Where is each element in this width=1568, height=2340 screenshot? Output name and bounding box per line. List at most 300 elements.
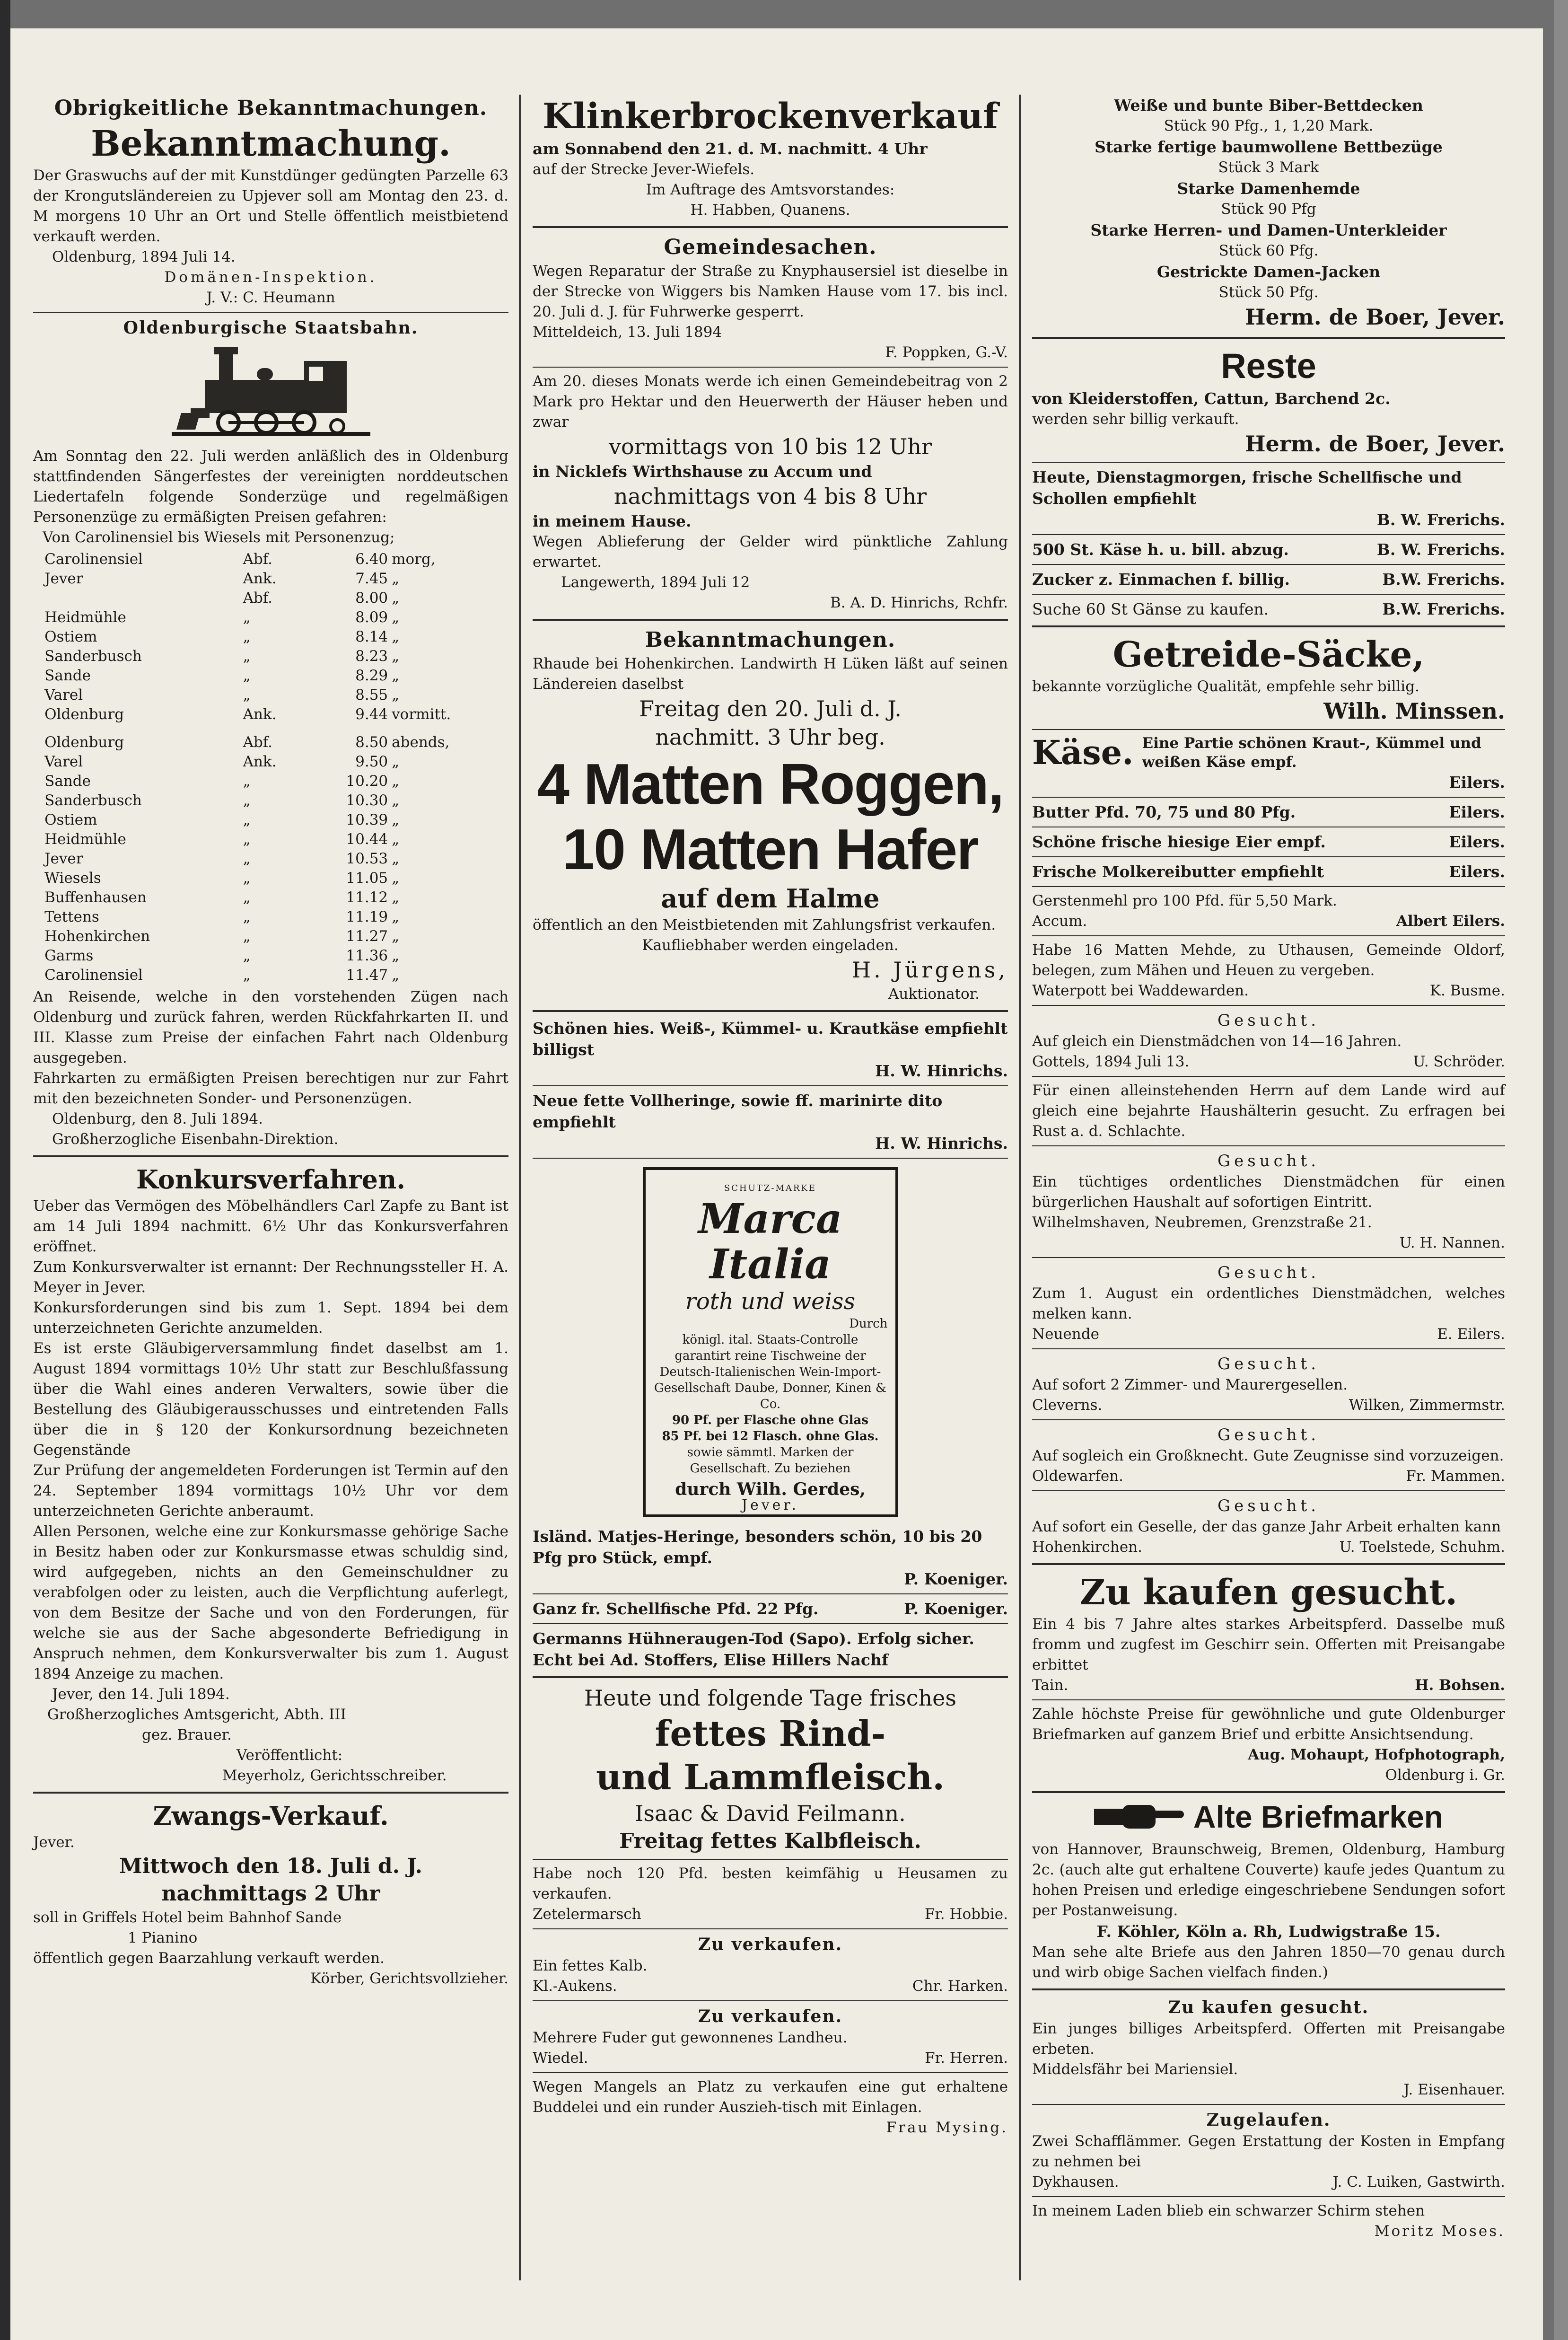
column-divider bbox=[519, 95, 521, 2280]
timetable-station: Hohenkirchen bbox=[44, 928, 150, 945]
section-header: Bekanntmachungen. bbox=[645, 628, 896, 652]
ad-title: Zugelaufen. bbox=[1206, 2110, 1331, 2130]
ad-text: Zum 1. August ein ordentliches Dienstmädchen, welches melken kann. bbox=[1032, 1285, 1505, 1322]
timetable-row bbox=[43, 888, 499, 907]
timetable-extra: „ bbox=[392, 870, 400, 887]
ad-signature: B. W. Frerichs. bbox=[1376, 540, 1505, 559]
divider bbox=[33, 1792, 508, 1794]
ad-row bbox=[1032, 911, 1505, 932]
timetable-row bbox=[43, 869, 499, 888]
ad-row bbox=[533, 1904, 1008, 1925]
timetable-tag: Ank. bbox=[243, 570, 277, 587]
ad-text: bekannte vorzügliche Qualität, empfehle sehr billig. bbox=[1032, 678, 1419, 695]
timetable-station bbox=[43, 589, 241, 608]
headline: 4 Matten Roggen, bbox=[537, 752, 1003, 816]
ad-signature: Fr. Hobbie. bbox=[924, 1906, 1008, 1923]
notice-title: Bekanntmachung. bbox=[91, 123, 451, 164]
section-header: Gemeindesachen. bbox=[664, 235, 877, 259]
ad-text: Eine Partie schönen Kraut-, Kümmel und weißen Käse empf. bbox=[1142, 735, 1481, 771]
ad-text: 500 St. Käse h. u. bill. abzug. bbox=[1032, 540, 1289, 559]
headline: 10 Matten Hafer bbox=[562, 817, 978, 881]
ad-text: Starke fertige baumwollene Bettbezüge bbox=[1095, 138, 1443, 156]
notice-text: Rhaude bei Hohenkirchen. Landwirth H Lüken läßt auf seinen Ländereien daselbst bbox=[533, 655, 1008, 693]
ad-text: Neue fette Vollheringe, sowie ff. marinirte dito empfiehlt bbox=[533, 1091, 943, 1131]
ad-signature: B.W. Frerichs. bbox=[1382, 600, 1505, 618]
timetable-station: Heidmühle bbox=[44, 609, 126, 626]
ad-signature: Frau Mysing. bbox=[886, 2119, 1008, 2136]
timetable-tag: „ bbox=[243, 811, 251, 828]
timetable-time: 7.45 bbox=[355, 570, 388, 587]
timetable-row bbox=[43, 550, 499, 569]
timetable-time: 10.44 bbox=[346, 831, 388, 848]
notice-when: nachmitt. 3 Uhr beg. bbox=[655, 724, 885, 750]
timetable-row bbox=[43, 647, 499, 666]
ad-place: Wiedel. bbox=[533, 2050, 588, 2067]
divider bbox=[1032, 797, 1505, 798]
timetable-extra: „ bbox=[392, 589, 400, 607]
timetable-station: Ostiem bbox=[44, 811, 97, 828]
divider bbox=[1032, 1419, 1505, 1420]
timetable-tag: „ bbox=[243, 831, 251, 848]
timetable-extra: „ bbox=[392, 831, 400, 848]
ad-headline: Freitag fettes Kalbfleisch. bbox=[619, 1829, 921, 1853]
notice-title: Zwangs-Verkauf. bbox=[153, 1801, 389, 1831]
timetable-time: 11.19 bbox=[346, 908, 388, 925]
ad-title: Gesucht. bbox=[1217, 1152, 1320, 1170]
ad-signature: Eilers. bbox=[1449, 833, 1505, 851]
notice-text: Am 20. dieses Monats werde ich einen Gemeindebeitrag von 2 Mark pro Hektar und den Heuerwerth der Häuser heben und zwar bbox=[533, 373, 1008, 431]
notice-text: Allen Personen, welche eine zur Konkursmasse gehörige Sache in Besitz haben oder zur Konkursmasse etwas schuldig sind, wird aufgegeben, nichts an den Gemeinschuldner zu verabfolgen oder zu leisten, auch die Verpflichtung auferlegt, von dem Besitze der Sache und von den Forderungen, für welche sie aus der Sache abgesonderte Befriedigung in Anspruch nehmen, dem Konkursverwalter bis zum 1. August 1894 Anzeige zu machen. bbox=[33, 1523, 508, 1682]
timetable-station: Varel bbox=[44, 753, 83, 770]
ad-row bbox=[1032, 1675, 1505, 1696]
timetable-time: 10.20 bbox=[346, 773, 388, 790]
timetable-tag: „ bbox=[243, 889, 251, 906]
divider bbox=[533, 1859, 1008, 1860]
divider bbox=[1032, 534, 1505, 535]
column-3 bbox=[1032, 95, 1505, 2242]
timetable-time: 8.23 bbox=[355, 648, 388, 665]
ad-signature: B.W. Frerichs. bbox=[1382, 570, 1505, 589]
timetable-tag: „ bbox=[243, 609, 251, 626]
ad-text: Ein tüchtiges ordentliches Dienstmädchen für einen bürgerlichen Haushalt auf sofortigen Eintritt. bbox=[1032, 1173, 1505, 1211]
notice-signature: Großherzogliche Eisenbahn-Direktion. bbox=[52, 1131, 339, 1148]
ad-place: Wilhelmshaven, Neubremen, Grenzstraße 21. bbox=[1032, 1214, 1372, 1231]
ad-title: Zu verkaufen. bbox=[698, 1935, 843, 1954]
ad-signature: Fr. Herren. bbox=[925, 2050, 1008, 2067]
ad-signature: F. Köhler, Köln a. Rh, Ludwigstraße 15. bbox=[1096, 1922, 1441, 1941]
ad-row bbox=[1032, 1052, 1505, 1072]
notice-when: Mittwoch den 18. Juli d. J. bbox=[119, 1854, 422, 1878]
timetable-station: Sanderbusch bbox=[44, 792, 142, 809]
scan-border-left bbox=[0, 0, 10, 2340]
ad-signature: J. Eisenhauer. bbox=[1403, 2081, 1505, 2098]
ad-text: von Hannover, Braunschweig, Bremen, Oldenburg, Hamburg 2c. (auch alte gut erhaltene Couverte) kaufe jedes Quantum zu hohen Preisen und erledige eingeschriebene Sendungen sofort per Postanweisung. bbox=[1032, 1841, 1505, 1919]
divider bbox=[533, 2000, 1008, 2001]
notice-signature: J. V.: C. Heumann bbox=[206, 289, 335, 306]
timetable-extra: „ bbox=[392, 811, 400, 828]
timetable-extra: „ bbox=[392, 947, 400, 964]
notice-signature: Auktionator. bbox=[888, 985, 980, 1003]
notice-text: Ueber das Vermögen des Möbelhändlers Carl Zapfe zu Bant ist am 14 Juli 1894 nachmitt. 6½ Uhr das Konkursverfahren eröffnet. bbox=[33, 1197, 508, 1255]
ad-text: Habe noch 120 Pfd. besten keimfähig u Heusamen zu verkaufen. bbox=[533, 1865, 1008, 1902]
divider bbox=[533, 1158, 1008, 1159]
divider bbox=[533, 367, 1008, 368]
divider bbox=[1032, 337, 1505, 339]
notice-text: soll in Griffels Hotel beim Bahnhof Sande bbox=[33, 1909, 342, 1926]
timetable-tag: Ank. bbox=[243, 706, 277, 723]
ad-row bbox=[1032, 1324, 1505, 1345]
ad-title: Gesucht. bbox=[1217, 1263, 1320, 1282]
ad-signature: Chr. Harken. bbox=[912, 1978, 1008, 1995]
ad-text: Schöne frische hiesige Eier empf. bbox=[1032, 833, 1326, 851]
timetable-time: 11.12 bbox=[346, 889, 388, 906]
divider bbox=[1032, 1257, 1505, 1258]
ad-row bbox=[1032, 2172, 1505, 2192]
ad-text: Gestrickte Damen-Jacken bbox=[1156, 263, 1381, 281]
notice-when: nachmittags 2 Uhr bbox=[161, 1882, 380, 1906]
notice-text: Zum Konkursverwalter ist ernannt: Der Rechnungssteller H. A. Meyer in Jever. bbox=[33, 1258, 508, 1296]
ad-headline: Alte Briefmarken bbox=[1193, 1799, 1444, 1834]
ad-text: Auf gleich ein Dienstmädchen von 14—16 Jahren. bbox=[1032, 1033, 1402, 1050]
notice-signature: F. Poppken, G.-V. bbox=[885, 344, 1008, 361]
timetable-extra: „ bbox=[392, 686, 400, 704]
divider bbox=[1032, 564, 1505, 565]
timetable-row bbox=[43, 608, 499, 627]
timetable-row bbox=[43, 791, 499, 810]
timetable-station: Jever bbox=[44, 570, 83, 587]
timetable-station: Oldenburg bbox=[44, 734, 124, 751]
ad-text: Auf sofort ein Geselle, der das ganze Jahr Arbeit erhalten kann bbox=[1032, 1518, 1501, 1535]
ad-headline: Heute und folgende Tage frisches bbox=[584, 1685, 956, 1711]
ad-place: Cleverns. bbox=[1032, 1397, 1103, 1414]
ad-place: Kl.-Aukens. bbox=[533, 1978, 617, 1995]
ad-row bbox=[1032, 831, 1505, 853]
divider bbox=[1032, 1699, 1505, 1700]
ad-city: Oldenburg i. Gr. bbox=[1385, 1767, 1505, 1784]
ad-signature: Wilh. Minssen. bbox=[1323, 698, 1505, 724]
timetable-time: 8.00 bbox=[355, 589, 388, 607]
timetable-outbound bbox=[43, 550, 499, 724]
timetable-row bbox=[43, 907, 499, 927]
newspaper-page bbox=[10, 28, 1543, 2340]
ad-text: Gerstenmehl pro 100 Pfd. für 5,50 Mark. bbox=[1032, 892, 1337, 909]
ad-row bbox=[1032, 981, 1505, 1001]
ad-row bbox=[533, 2048, 1008, 2068]
timetable-extra: „ bbox=[392, 850, 400, 867]
timetable-time: 11.47 bbox=[346, 967, 388, 984]
timetable-return bbox=[43, 733, 499, 985]
ad-text: Mehrere Fuder gut gewonnenes Landheu. bbox=[533, 2029, 848, 2046]
ad-signature: durch Wilh. Gerdes, bbox=[675, 1479, 866, 1499]
notice-text: Wegen Reparatur der Straße zu Knyphausersiel ist dieselbe in der Strecke von Wiggers bis Namken Hause vom 17. bis incl. 20. Juli d. J. für Fuhrwerke gesperrt. bbox=[533, 263, 1008, 320]
timetable-row bbox=[43, 927, 499, 946]
ad-title: Zu kaufen gesucht. bbox=[1168, 1997, 1369, 2017]
notice-place: in Nicklefs Wirthshause zu Accum und bbox=[533, 462, 872, 481]
ad-text: Für einen alleinstehenden Herrn auf dem Lande wird auf gleich eine bejahrte Haushälterin gesucht. Zu erfragen bei Rust a. d. Schlachte. bbox=[1032, 1082, 1505, 1140]
notice-when: am Sonnabend den 21. d. M. nachmitt. 4 Uhr bbox=[533, 140, 928, 158]
notice-signature: gez. Brauer. bbox=[142, 1726, 232, 1743]
timetable-extra: „ bbox=[392, 667, 400, 684]
ad-price: Stück 60 Pfg. bbox=[1218, 242, 1319, 259]
ad-text: Starke Damenhemde bbox=[1177, 179, 1360, 198]
wine-advert bbox=[643, 1167, 898, 1517]
timetable-time: 9.44 bbox=[355, 706, 388, 723]
ad-text: sowie sämmtl. Marken der Gesellschaft. Zu beziehen bbox=[687, 1445, 854, 1476]
timetable-extra: morg, bbox=[392, 551, 436, 568]
ad-row bbox=[533, 1598, 1008, 1619]
ad-headline: fettes Rind- bbox=[655, 1714, 886, 1754]
ad-row bbox=[1032, 861, 1505, 882]
timetable-time: 8.09 bbox=[355, 609, 388, 626]
ad-signature: Albert Eilers. bbox=[1396, 913, 1505, 930]
timetable-extra: „ bbox=[392, 908, 400, 925]
ad-signature: Isaac & David Feilmann. bbox=[635, 1801, 906, 1826]
notice-signature: Veröffentlicht: bbox=[237, 1747, 343, 1764]
ad-headline: Zu kaufen gesucht. bbox=[1079, 1572, 1458, 1613]
ad-signature: U. H. Nannen. bbox=[1399, 1234, 1505, 1251]
divider bbox=[533, 1085, 1008, 1086]
timetable-row bbox=[43, 686, 499, 705]
divider bbox=[533, 1593, 1008, 1594]
divider bbox=[533, 1676, 1008, 1678]
notice-signature: H. Jürgens, bbox=[852, 957, 1008, 983]
timetable-row bbox=[43, 752, 499, 772]
timetable-station: Oldenburg bbox=[44, 706, 124, 723]
notice-text: öffentlich an den Meistbietenden mit Zahlungsfrist verkaufen. bbox=[533, 916, 996, 933]
timetable-time: 10.30 bbox=[346, 792, 388, 809]
ad-text: Zucker z. Einmachen f. billig. bbox=[1032, 570, 1290, 589]
ad-price: Stück 50 Pfg. bbox=[1218, 284, 1319, 301]
ad-title: Gesucht. bbox=[1217, 1355, 1320, 1373]
divider bbox=[533, 1010, 1008, 1012]
notice-text: auf der Strecke Jever-Wiefels. bbox=[533, 161, 755, 178]
pointing-hand-icon bbox=[1094, 1800, 1184, 1833]
divider bbox=[1032, 856, 1505, 857]
timetable-extra: „ bbox=[392, 609, 400, 626]
timetable-extra: „ bbox=[392, 628, 400, 645]
notice-when: nachmittags von 4 bis 8 Uhr bbox=[613, 484, 927, 509]
divider bbox=[1032, 2196, 1505, 2197]
timetable-extra: „ bbox=[392, 967, 400, 984]
timetable-extra: „ bbox=[392, 753, 400, 770]
notice-text: Wegen Ablieferung der Gelder wird pünktliche Zahlung erwartet. bbox=[533, 533, 1008, 571]
timetable-station: Sande bbox=[44, 773, 91, 790]
ad-signature: Eilers. bbox=[1449, 862, 1505, 881]
timetable-tag: Ank. bbox=[243, 753, 277, 770]
divider bbox=[1032, 625, 1505, 627]
notice-signature: B. A. D. Hinrichs, Rchfr. bbox=[830, 594, 1008, 611]
timetable-time: 6.40 bbox=[355, 551, 388, 568]
ad-text: Zahle höchste Preise für gewöhnliche und gute Oldenburger Briefmarken auf ganzem Brief und erbitte Ansichtsendung. bbox=[1032, 1706, 1505, 1743]
divider bbox=[1032, 1791, 1505, 1793]
ad-text: Auf sogleich ein Großknecht. Gute Zeugnisse sind vorzuzeigen. bbox=[1032, 1447, 1504, 1464]
timetable-station: Buffenhausen bbox=[44, 889, 147, 906]
divider bbox=[533, 226, 1008, 228]
timetable-extra: „ bbox=[392, 570, 400, 587]
timetable-tag: „ bbox=[243, 792, 251, 809]
timetable-row bbox=[43, 589, 499, 608]
ad-headline: Getreide-Säcke, bbox=[1112, 634, 1425, 675]
notice-text: Im Auftrage des Amtsvorstandes: bbox=[646, 181, 895, 198]
ad-text: werden sehr billig verkauft. bbox=[1032, 411, 1239, 428]
timetable-tag: „ bbox=[243, 628, 251, 645]
ad-signature: E. Eilers. bbox=[1437, 1326, 1505, 1343]
ad-title: Gesucht. bbox=[1217, 1425, 1320, 1444]
timetable-extra: abends, bbox=[392, 734, 450, 751]
ad-place: Tain. bbox=[1032, 1677, 1069, 1694]
notice-text: Am Sonntag den 22. Juli werden anläßlich des in Oldenburg stattfindenden Sängerfestes der vereinigten norddeutschen Liedertafeln folgende Sonderzüge und regelmäßigen Personenzüge zu ermäßigten Preisen gefahren: bbox=[33, 448, 508, 526]
notice-place: Jever. bbox=[33, 1834, 75, 1851]
divider bbox=[533, 2072, 1008, 2073]
timetable-station: Sanderbusch bbox=[44, 648, 142, 665]
timetable-tag: „ bbox=[243, 648, 251, 665]
notice-text: Der Graswuchs auf der mit Kunstdünger gedüngten Parzelle 63 der Krongutsländereien zu Upjever soll am Montag den 23. d. M morgens 10 Uhr an Ort und Stelle öffentlich meistbietend verkauft werden. bbox=[33, 167, 508, 245]
ad-title: Gesucht. bbox=[1217, 1011, 1320, 1030]
timetable-row bbox=[43, 966, 499, 985]
timetable-extra: „ bbox=[392, 928, 400, 945]
timetable-row bbox=[43, 627, 499, 647]
divider bbox=[1032, 1076, 1505, 1077]
timetable-row bbox=[43, 830, 499, 849]
ad-price: 90 Pf. per Flasche ohne Glas bbox=[672, 1413, 869, 1427]
section-header: Obrigkeitliche Bekanntmachungen. bbox=[54, 96, 488, 120]
timetable-tag: „ bbox=[243, 667, 251, 684]
timetable-row bbox=[43, 569, 499, 589]
ad-text: In meinem Laden blieb ein schwarzer Schirm stehen bbox=[1032, 2202, 1425, 2219]
notice-signature: Körber, Gerichtsvollzieher. bbox=[310, 1970, 508, 1987]
timetable-tag: „ bbox=[243, 908, 251, 925]
ad-place: Hohenkirchen. bbox=[1032, 1539, 1142, 1556]
timetable-row bbox=[43, 705, 499, 724]
ad-title: Zu verkaufen. bbox=[698, 2006, 843, 2026]
timetable-station: Carolinensiel bbox=[44, 967, 143, 984]
ad-text: königl. ital. Staats-Controlle garantirt reine Tischweine der Deutsch-Italienischen Wein-Import-Gesellschaft Daube, Donner, Kinen & Co. bbox=[654, 1333, 887, 1411]
divider bbox=[1032, 1490, 1505, 1491]
timetable-tag: „ bbox=[243, 773, 251, 790]
divider bbox=[1032, 1348, 1505, 1349]
ad-signature: Eilers. bbox=[1449, 803, 1505, 821]
timetable-extra: „ bbox=[392, 773, 400, 790]
kaese-ad bbox=[1032, 734, 1505, 772]
timetable-time: 9.50 bbox=[355, 753, 388, 770]
divider bbox=[533, 619, 1008, 621]
timetable-row bbox=[43, 666, 499, 686]
timetable-row bbox=[43, 772, 499, 791]
ad-signature: U. Schröder. bbox=[1413, 1053, 1505, 1070]
notice-date: Oldenburg, 1894 Juli 14. bbox=[52, 248, 236, 265]
divider bbox=[1032, 1145, 1505, 1146]
notice-item: 1 Pianino bbox=[128, 1929, 198, 1946]
ad-text: Wegen Mangels an Platz zu verkaufen eine gut erhaltene Buddelei und ein runder Auszieh-tisch mit Einlagen. bbox=[533, 2078, 1008, 2116]
ad-text: Auf sofort 2 Zimmer- und Maurergesellen. bbox=[1032, 1376, 1348, 1393]
ad-place: Gottels, 1894 Juli 13. bbox=[1032, 1053, 1190, 1070]
ad-signature: Wilken, Zimmermstr. bbox=[1349, 1397, 1505, 1414]
ad-text: Ein fettes Kalb. bbox=[533, 1957, 648, 1974]
divider bbox=[1032, 2104, 1505, 2105]
ad-text: Zwei Schafflämmer. Gegen Erstattung der Kosten in Empfang zu nehmen bei bbox=[1032, 2133, 1505, 2170]
divider bbox=[1032, 886, 1505, 887]
notice-text: Es ist erste Gläubigerversammlung findet daselbst am 1. August 1894 vormittags 10½ Uhr statt zur Beschlußfassung über die Wahl eines anderen Verwalters, sowie über die Bestellung des Gläubigerausschusses und eintretenden Falls über die in § 120 der Konkursordnung bezeichneten Gegenstände bbox=[33, 1340, 508, 1459]
ad-text: Heute, Dienstagmorgen, frische Schellfische und Schollen empfiehlt bbox=[1032, 468, 1462, 508]
ad-place: Dykhausen. bbox=[1032, 2173, 1119, 2190]
ad-row bbox=[1032, 569, 1505, 590]
timetable-tag: „ bbox=[243, 928, 251, 945]
divider bbox=[1032, 729, 1505, 730]
notice-text: öffentlich gegen Baarzahlung verkauft werden. bbox=[33, 1950, 385, 1967]
timetable-time: 10.53 bbox=[346, 850, 388, 867]
timetable-row bbox=[43, 946, 499, 966]
timetable-time: 8.55 bbox=[355, 686, 388, 704]
ad-place: Accum. bbox=[1032, 913, 1087, 930]
ad-city: Jever. bbox=[741, 1497, 799, 1513]
ad-headline: und Lammfleisch. bbox=[596, 1757, 945, 1798]
notice-text: Kaufliebhaber werden eingeladen. bbox=[642, 937, 899, 954]
ad-text: Frische Molkereibutter empfiehlt bbox=[1032, 862, 1324, 881]
notice-text: Konkursforderungen sind bis zum 1. Sept. 1894 bei dem unterzeichneten Gerichte anzumelden. bbox=[33, 1299, 508, 1337]
notice-text: Fahrkarten zu ermäßigten Preisen berechtigen nur zur Fahrt mit den bezeichneten Sonder- und Personenzügen. bbox=[33, 1070, 508, 1107]
ad-price: Stück 3 Mark bbox=[1218, 159, 1319, 176]
timetable-time: 11.36 bbox=[346, 947, 388, 964]
notice-signature: Großherzogliches Amtsgericht, Abth. III bbox=[47, 1706, 346, 1723]
ad-row bbox=[1032, 1395, 1505, 1416]
ad-row bbox=[533, 1976, 1008, 1997]
ad-signature: P. Koeniger. bbox=[904, 1570, 1008, 1588]
ad-text: Ein junges billiges Arbeitspferd. Offerten mit Preisangabe erbeten. bbox=[1032, 2020, 1505, 2058]
notice-title: Klinkerbrockenverkauf bbox=[543, 96, 998, 137]
notice-subtitle: Von Carolinensiel bis Wiesels mit Personenzug; bbox=[43, 529, 395, 546]
timetable-row bbox=[43, 733, 499, 752]
timetable-station: Sande bbox=[44, 667, 91, 684]
ad-signature: B. W. Frerichs. bbox=[1376, 510, 1505, 529]
ad-place: Neuende bbox=[1032, 1326, 1099, 1343]
ad-signature: H. W. Hinrichs. bbox=[875, 1134, 1008, 1152]
ad-signature: Fr. Mammen. bbox=[1406, 1468, 1505, 1485]
column-1 bbox=[33, 95, 508, 1989]
timetable-tag: Abf. bbox=[243, 551, 273, 568]
notice-signature: Meyerholz, Gerichtsschreiber. bbox=[222, 1767, 447, 1784]
ad-row bbox=[1032, 1466, 1505, 1487]
timetable-tag: „ bbox=[243, 870, 251, 887]
ad-signature: J. C. Luiken, Gastwirth. bbox=[1332, 2173, 1505, 2190]
ad-headline: Käse. bbox=[1032, 733, 1134, 772]
ad-row bbox=[1032, 539, 1505, 560]
ad-row bbox=[1032, 1537, 1505, 1557]
ad-text: Suche 60 St Gänse zu kaufen. bbox=[1032, 600, 1269, 618]
notice-place: in meinem Hause. bbox=[533, 512, 692, 530]
timetable-station: Varel bbox=[44, 686, 83, 704]
timetable-row bbox=[43, 849, 499, 869]
divider bbox=[533, 1928, 1008, 1929]
ad-signature: Aug. Mohaupt, Hofphotograph, bbox=[1248, 1746, 1505, 1763]
ad-headline: Reste bbox=[1221, 346, 1316, 386]
notice-signature: H. Habben, Quanens. bbox=[690, 202, 850, 219]
ad-title: Gesucht. bbox=[1217, 1496, 1320, 1515]
notice-title: Oldenburgische Staatsbahn. bbox=[123, 318, 419, 338]
ad-text: von Kleiderstoffen, Cattun, Barchend 2c. bbox=[1032, 389, 1391, 408]
ad-text: Starke Herren- und Damen-Unterkleider bbox=[1090, 221, 1447, 239]
timetable-tag: „ bbox=[243, 850, 251, 867]
notice-title: Konkursverfahren. bbox=[136, 1164, 406, 1195]
timetable-station: Garms bbox=[44, 947, 94, 964]
divider bbox=[1032, 935, 1505, 936]
ad-text: Butter Pfd. 70, 75 und 80 Pfg. bbox=[1032, 803, 1296, 821]
timetable-station: Tettens bbox=[44, 908, 99, 925]
divider bbox=[1032, 1005, 1505, 1006]
ad-price: 85 Pf. bei 12 Flasch. ohne Glas. bbox=[662, 1429, 879, 1443]
timetable-tag: „ bbox=[243, 947, 251, 964]
ad-signature: K. Busme. bbox=[1429, 982, 1505, 999]
wine-brand-sub: roth und weiss bbox=[685, 1288, 856, 1315]
